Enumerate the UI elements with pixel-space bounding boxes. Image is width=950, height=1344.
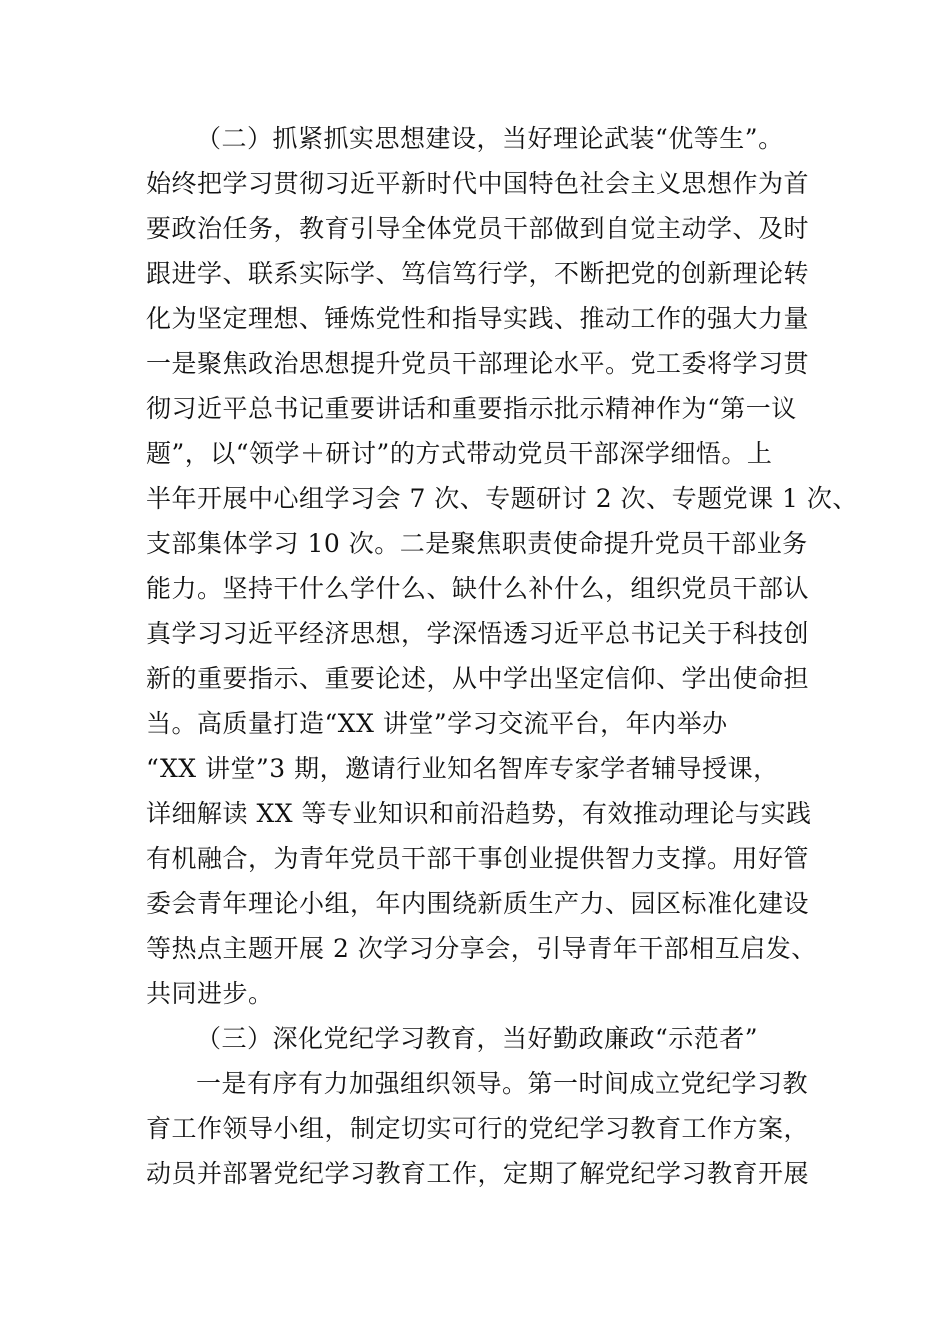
section-heading-3: （三）深化党纪学习教育，当好勤政廉政“示范者” — [196, 1024, 759, 1053]
text-line: 详细解读 XX 等专业知识和前沿趋势，有效推动理论与实践 — [146, 799, 812, 828]
text-line: 育工作领导小组，制定切实可行的党纪学习教育工作方案， — [146, 1114, 810, 1143]
text-line: 跟进学、联系实际学、笃信笃行学，不断把党的创新理论转 — [146, 259, 810, 288]
text-line: 一是有序有力加强组织领导。第一时间成立党纪学习教 — [196, 1069, 809, 1098]
text-line: 新的重要指示、重要论述，从中学出坚定信仰、学出使命担 — [146, 664, 810, 693]
text-line: 有机融合，为青年党员干部干事创业提供智力支撑。用好管 — [146, 844, 810, 873]
text-line: 支部集体学习 10 次。二是聚焦职责使命提升党员干部业务 — [146, 529, 808, 558]
text-line: 始终把学习贯彻习近平新时代中国特色社会主义思想作为首 — [146, 169, 810, 198]
text-line: 当。高质量打造“XX 讲堂”学习交流平台，年内举办 — [146, 709, 728, 738]
text-line: “XX 讲堂”3 期，邀请行业知名智库专家学者辅导授课， — [146, 754, 779, 783]
text-line: 委会青年理论小组，年内围绕新质生产力、园区标准化建设 — [146, 889, 810, 918]
text-line: 能力。坚持干什么学什么、缺什么补什么，组织党员干部认 — [146, 574, 810, 603]
text-line: 彻习近平总书记重要讲话和重要指示批示精神作为“第一议 — [146, 394, 797, 423]
text-line: 真学习习近平经济思想，学深悟透习近平总书记关于科技创 — [146, 619, 810, 648]
text-line: 要政治任务，教育引导全体党员干部做到自觉主动学、及时 — [146, 214, 810, 243]
text-line: 一是聚焦政治思想提升党员干部理论水平。党工委将学习贯 — [146, 349, 810, 378]
text-line: 共同进步。 — [146, 979, 274, 1008]
text-line: 等热点主题开展 2 次学习分享会，引导青年干部相互启发、 — [146, 934, 817, 963]
text-line: 半年开展中心组学习会 7 次、专题研讨 2 次、专题党课 1 次、 — [146, 484, 858, 513]
text-line: 动员并部署党纪学习教育工作，定期了解党纪学习教育开展 — [146, 1159, 810, 1188]
text-line: 化为坚定理想、锤炼党性和指导实践、推动工作的强大力量 — [146, 304, 810, 333]
text-line: 题”，以“领学＋研讨”的方式带动党员干部深学细悟。上 — [146, 439, 773, 468]
section-heading-2: （二）抓紧抓实思想建设，当好理论武装“优等生”。 — [196, 124, 784, 153]
